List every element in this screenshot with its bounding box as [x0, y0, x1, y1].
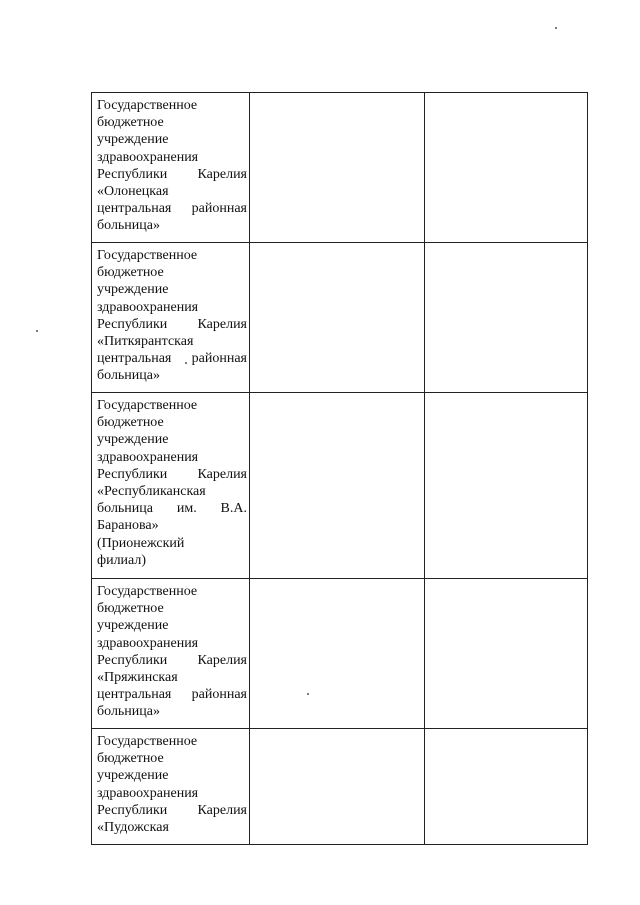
word: районная: [191, 351, 247, 367]
word: Республики: [97, 802, 168, 818]
institution-name-cell: [92, 729, 250, 845]
institution-name: [92, 729, 249, 836]
word: бюджетное: [97, 415, 164, 431]
text-line: [97, 200, 247, 217]
word: Карелия: [197, 466, 247, 482]
text-line: [97, 600, 247, 617]
text-line: [97, 669, 247, 686]
text-line: [97, 183, 247, 200]
word: учреждение: [97, 768, 169, 784]
word: больница»: [97, 368, 160, 384]
table-row: [92, 729, 588, 845]
word: Карелия: [197, 166, 247, 182]
text-line: [97, 114, 247, 131]
text-line: [97, 166, 247, 183]
text-line: [97, 802, 247, 819]
empty-cell: [425, 729, 588, 845]
text-line: [97, 819, 247, 836]
empty-cell: [250, 93, 425, 243]
text-line: [97, 652, 247, 669]
word: «Питкярантская: [97, 334, 194, 350]
word: центральная: [97, 687, 172, 703]
table-row: [92, 393, 588, 579]
word: Карелия: [197, 652, 247, 668]
institution-name-cell: [92, 243, 250, 393]
institutions-table: [91, 92, 588, 845]
word: бюджетное: [97, 115, 164, 131]
table-row: [92, 243, 588, 393]
text-line: [97, 281, 247, 298]
text-line: [97, 750, 247, 767]
empty-cell: [425, 579, 588, 729]
word: больница»: [97, 704, 160, 720]
word: Государственное: [97, 734, 198, 749]
text-line: [97, 247, 247, 264]
text-line: [97, 217, 247, 234]
text-line: [97, 703, 247, 720]
text-line: [97, 686, 247, 703]
institution-name-cell: [92, 579, 250, 729]
word: Республики: [97, 166, 168, 182]
text-line: [97, 149, 247, 166]
empty-cell: [250, 729, 425, 845]
institution-name: [92, 579, 249, 721]
text-line: [97, 316, 247, 333]
scan-speck: [185, 362, 187, 364]
word: Республики: [97, 652, 168, 668]
empty-cell: [250, 243, 425, 393]
word: центральная: [97, 351, 172, 367]
word: здравоохранения: [97, 449, 199, 465]
scan-speck: [36, 330, 38, 332]
empty-cell: [250, 393, 425, 579]
word: филиал): [97, 552, 147, 568]
scan-speck: [307, 693, 309, 695]
text-line: [97, 367, 247, 384]
word: районная: [191, 201, 247, 217]
word: Карелия: [197, 316, 247, 332]
word: больница: [97, 501, 153, 517]
word: Государственное: [97, 584, 198, 599]
text-line: [97, 635, 247, 652]
word: Карелия: [197, 802, 247, 818]
word: бюджетное: [97, 751, 164, 767]
institution-name-cell: [92, 393, 250, 579]
word: учреждение: [97, 282, 169, 298]
word: больница»: [97, 218, 160, 234]
text-line: [97, 500, 247, 517]
text-line: [97, 517, 247, 534]
empty-cell: [425, 93, 588, 243]
word: здравоохранения: [97, 635, 199, 651]
empty-cell: [250, 579, 425, 729]
word: Республики: [97, 316, 168, 332]
text-line: [97, 131, 247, 148]
institution-name: [92, 393, 249, 569]
word: учреждение: [97, 132, 169, 148]
word: учреждение: [97, 618, 169, 634]
word: В.А.: [220, 501, 247, 517]
text-line: [97, 264, 247, 281]
word: учреждение: [97, 432, 169, 448]
word: Республики: [97, 466, 168, 482]
text-line: [97, 552, 247, 569]
word: бюджетное: [97, 601, 164, 617]
text-line: [97, 414, 247, 431]
word: «Пудожская: [97, 820, 169, 836]
word: «Олонецкая: [97, 184, 169, 200]
word: им.: [176, 501, 197, 517]
scan-speck: [555, 27, 557, 29]
word: Государственное: [97, 248, 198, 263]
text-line: [97, 397, 247, 414]
text-line: [97, 483, 247, 500]
text-line: [97, 449, 247, 466]
institution-name-cell: [92, 93, 250, 243]
text-line: [97, 785, 247, 802]
word: Государственное: [97, 98, 198, 113]
text-line: [97, 431, 247, 448]
table-body: [92, 93, 588, 845]
word: здравоохранения: [97, 149, 199, 165]
word: центральная: [97, 201, 172, 217]
institution-name: [92, 93, 249, 235]
word: (Прионежский: [97, 535, 185, 551]
word: здравоохранения: [97, 785, 199, 801]
institution-name: [92, 243, 249, 385]
text-line: [97, 350, 247, 367]
text-line: [97, 535, 247, 552]
text-line: [97, 617, 247, 634]
word: бюджетное: [97, 265, 164, 281]
text-line: [97, 583, 247, 600]
text-line: [97, 333, 247, 350]
text-line: [97, 767, 247, 784]
word: здравоохранения: [97, 299, 199, 315]
text-line: [97, 466, 247, 483]
table-row: [92, 93, 588, 243]
table-row: [92, 579, 588, 729]
empty-cell: [425, 393, 588, 579]
word: районная: [191, 687, 247, 703]
word: «Пряжинская: [97, 670, 178, 686]
empty-cell: [425, 243, 588, 393]
text-line: [97, 97, 247, 114]
text-line: [97, 733, 247, 750]
text-line: [97, 299, 247, 316]
word: Государственное: [97, 398, 198, 413]
word: Баранова»: [97, 518, 159, 534]
word: «Республиканская: [97, 484, 206, 500]
